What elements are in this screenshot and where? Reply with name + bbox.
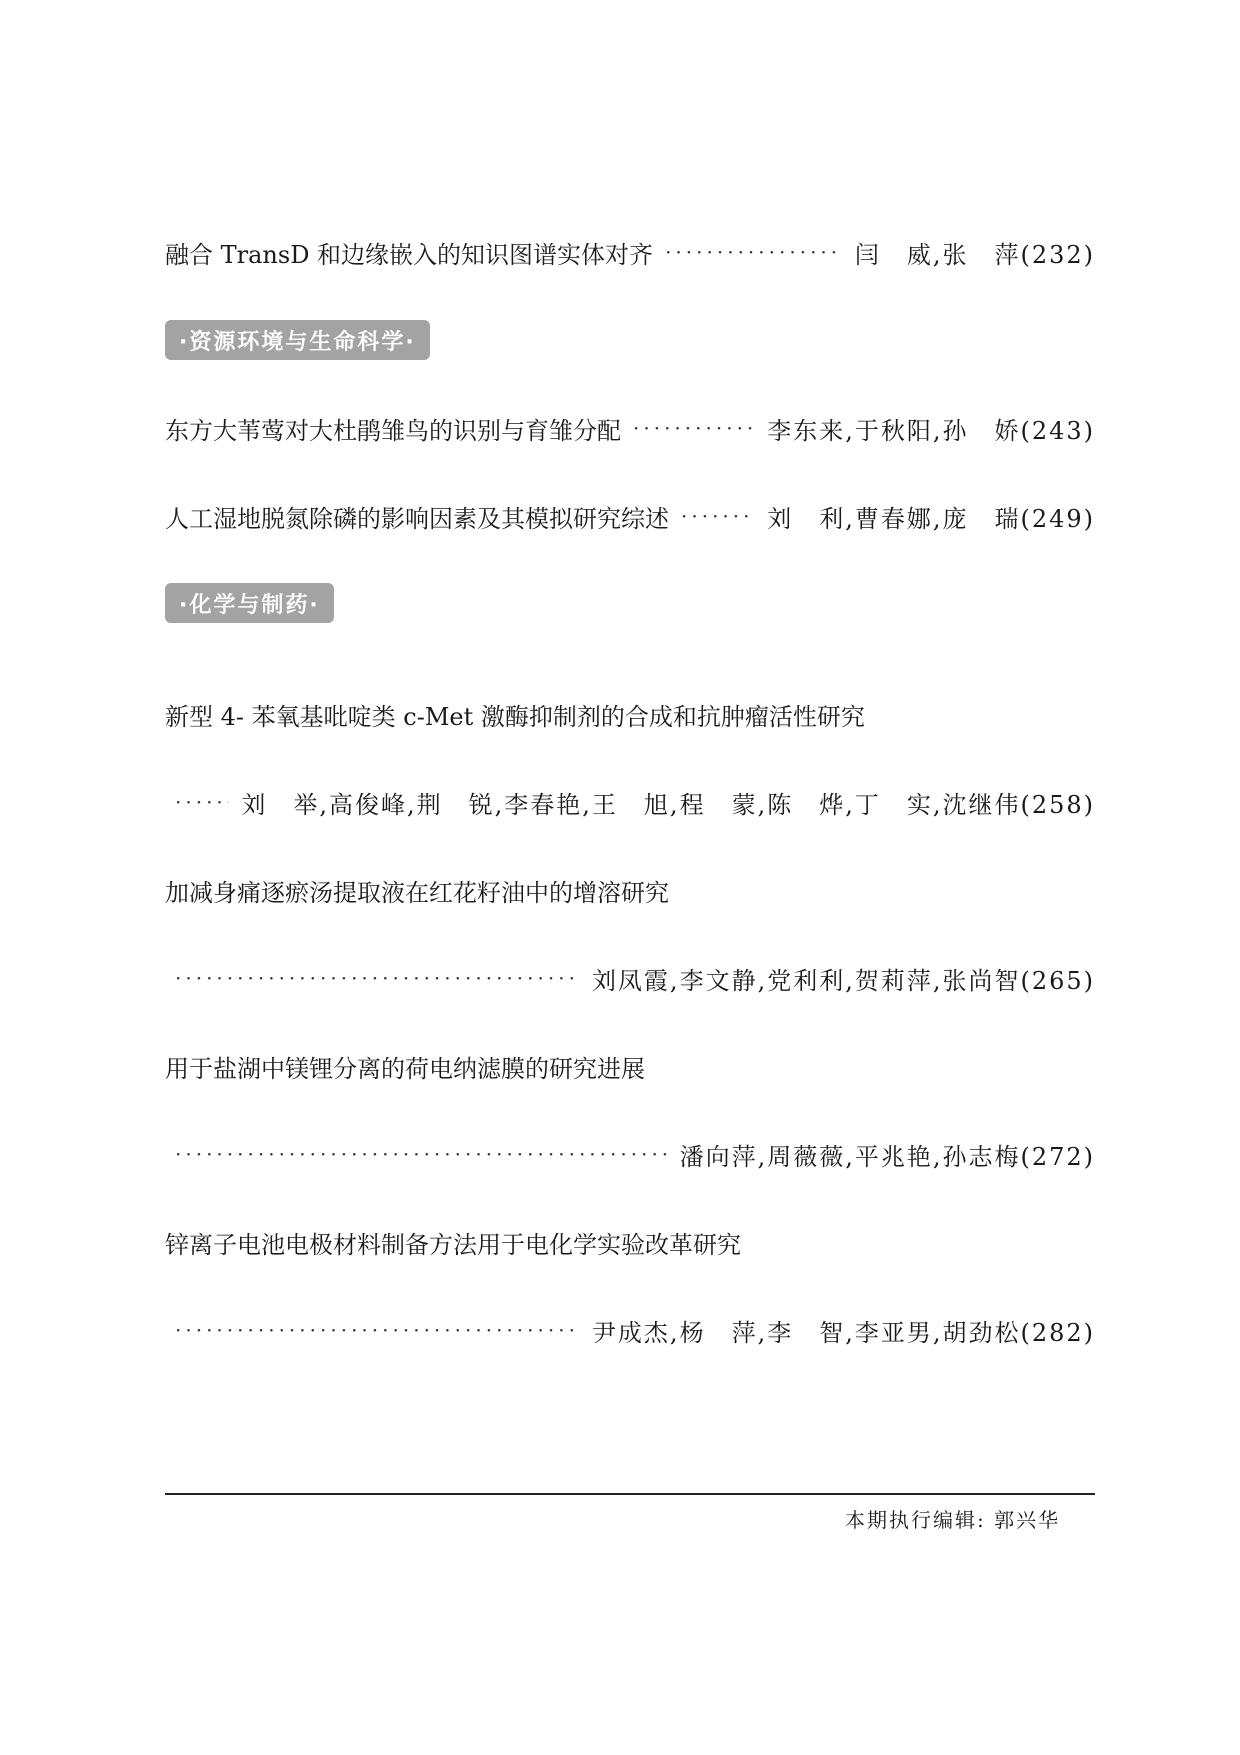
section-header-resources-environment-life-science: ·资源环境与生命科学· [165,320,430,360]
toc-entry-title-line[interactable] [165,1222,1095,1262]
toc-entry-author-line[interactable] [165,782,1095,822]
article-authors-page: 刘 利,曹春娜,庞 瑞(249) [767,504,1095,533]
leader-dots [665,232,843,272]
toc-entry-title-line[interactable] [165,870,1095,910]
article-authors-page: 闫 威,张 萍(232) [854,240,1095,269]
toc-entry[interactable] [165,496,1095,536]
leader-dots [175,782,229,822]
toc-entry[interactable] [165,232,1095,272]
article-authors-page: 李东来,于秋阳,孙 娇(243) [767,416,1095,445]
leader-dots [633,408,755,448]
toc-entry-author-line[interactable] [165,1310,1095,1350]
article-title: 新型 4- 苯氧基吡啶类 c-Met 激酶抑制剂的合成和抗肿瘤活性研究 [165,702,865,731]
footer-divider [165,1493,1095,1495]
leader-dots [175,1134,668,1174]
toc-entry-title-line[interactable] [165,1046,1095,1086]
article-authors-page: 尹成杰,杨 萍,李 智,李亚男,胡劲松(282) [591,1318,1095,1347]
leader-dots [175,958,580,998]
issue-editor-credit: 本期执行编辑: 郭兴华 [845,1507,1061,1532]
section-header-chemistry-pharmacy: ·化学与制药· [165,583,334,623]
article-title: 用于盐湖中镁锂分离的荷电纳滤膜的研究进展 [165,1054,645,1083]
toc-entry-author-line[interactable] [165,1134,1095,1174]
article-title: 锌离子电池电极材料制备方法用于电化学实验改革研究 [165,1230,741,1259]
toc-entry[interactable] [165,408,1095,448]
article-title: 融合 TransD 和边缘嵌入的知识图谱实体对齐 [165,240,654,269]
article-authors-page: 潘向萍,周薇薇,平兆艳,孙志梅(272) [679,1142,1095,1171]
leader-dots [681,496,755,536]
article-title: 东方大苇莺对大杜鹃雏鸟的识别与育雏分配 [165,416,621,445]
toc-entry-author-line[interactable] [165,958,1095,998]
article-title: 人工湿地脱氮除磷的影响因素及其模拟研究综述 [165,504,669,533]
article-authors-page: 刘 举,高俊峰,荆 锐,李春艳,王 旭,程 蒙,陈 烨,丁 实,沈继伟(258) [241,790,1095,819]
article-authors-page: 刘凤霞,李文静,党利利,贺莉萍,张尚智(265) [591,966,1095,995]
article-title: 加减身痛逐瘀汤提取液在红花籽油中的增溶研究 [165,878,669,907]
leader-dots [175,1310,580,1350]
toc-entry-title-line[interactable] [165,694,1095,734]
